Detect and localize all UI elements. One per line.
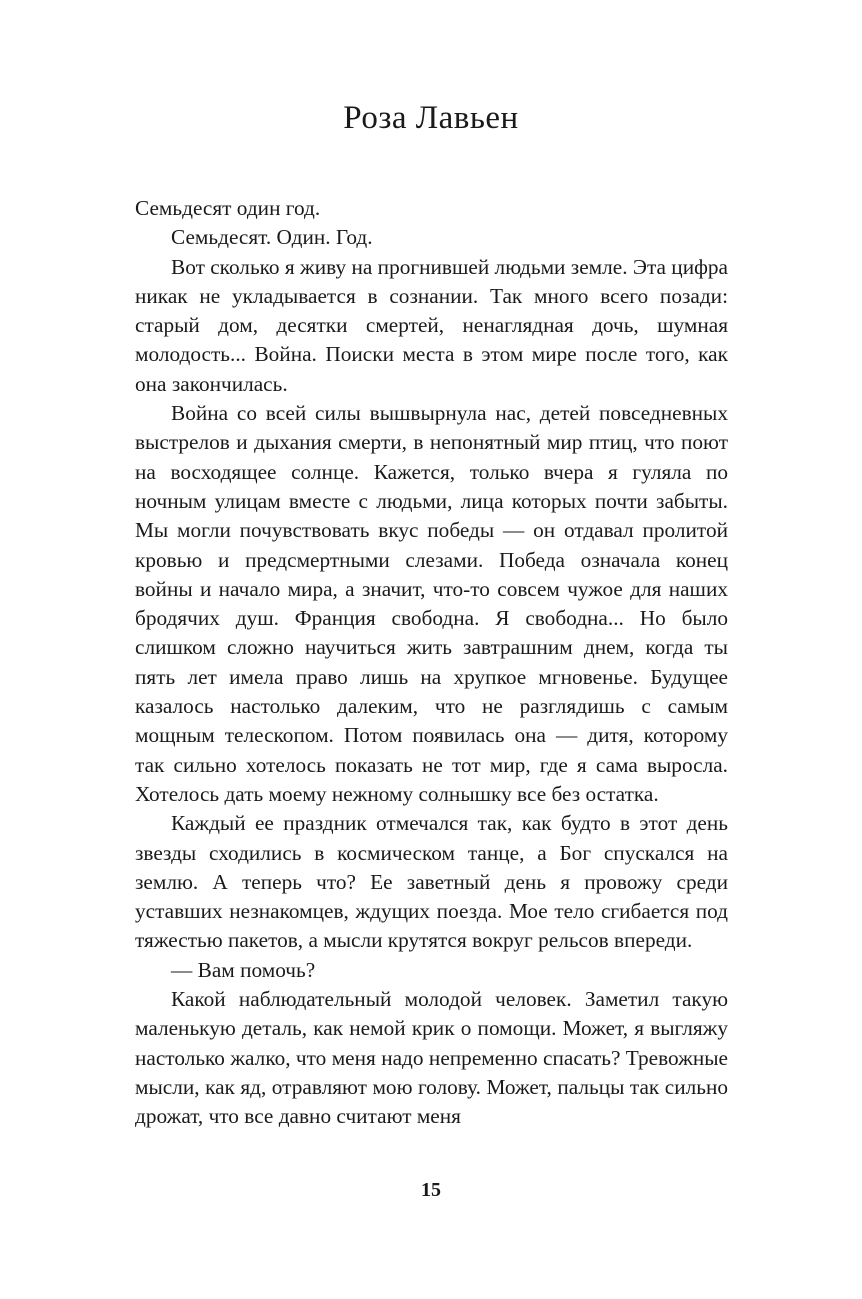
- paragraph: Вот сколько я живу на прогнившей людьми земле. Эта цифра никак не укладывается в сознании. Так много всего позади: старый дом, десятки смертей, ненаглядная дочь, шумная молодость... Война. Поиски места в этом мире после того, как она закончилась.: [135, 254, 728, 396]
- paragraph: Каждый ее праздник отмечался так, как будто в этот день звезды сходились в космическом танце, а Бог спускался на землю. А теперь что? Ее заветный день я провожу среди уставших незнакомцев, ждущих поезда. Мое тело сгибается под тяжестью пакетов, а мысли крутятся вокруг рельсов впереди.: [135, 811, 728, 953]
- paragraph: Какой наблюдательный молодой человек. Заметил такую маленькую деталь, как немой крик о помощи. Может, я выгляжу настолько жалко, что меня надо непременно спасать? Тревожные мысли, как яд, отравляют мою голову. Может, пальцы так сильно дрожат, что все давно считают меня: [135, 987, 728, 1129]
- paragraph: Семьдесят один год.: [135, 196, 321, 220]
- chapter-title: Роза Лавьен: [343, 100, 519, 136]
- page-number: 15: [421, 1179, 441, 1201]
- paragraph: Семьдесят. Один. Год.: [171, 225, 373, 250]
- dialogue-line: — Вам помочь?: [171, 957, 316, 982]
- body-text: [135, 194, 728, 1132]
- paragraph: Война со всей силы вышвырнула нас, детей повседневных выстрелов и дыхания смерти, в непонятный мир птиц, что поют на восходящее солнце. Кажется, только вчера я гуляла по ночным улицам вместе с людьми, лица которых почти забыты. Мы могли почувствовать вкус победы — он отдавал пролитой кровью и предсмертными слезами. Победа означала конец войны и начало мира, а значит, что-то совсем чужое для наших бродячих душ. Франция свободна. Я свободна... Но было слишком сложно научиться жить завтрашним днем, когда ты пять лет имела право лишь на хрупкое мгновенье. Будущее казалось настолько далеким, что не разглядишь с самым мощным телескопом. Потом появилась она — дитя, которому так сильно хотелось показать не тот мир, где я сама выросла. Хотелось дать моему нежному солнышку все без остатка.: [135, 401, 728, 806]
